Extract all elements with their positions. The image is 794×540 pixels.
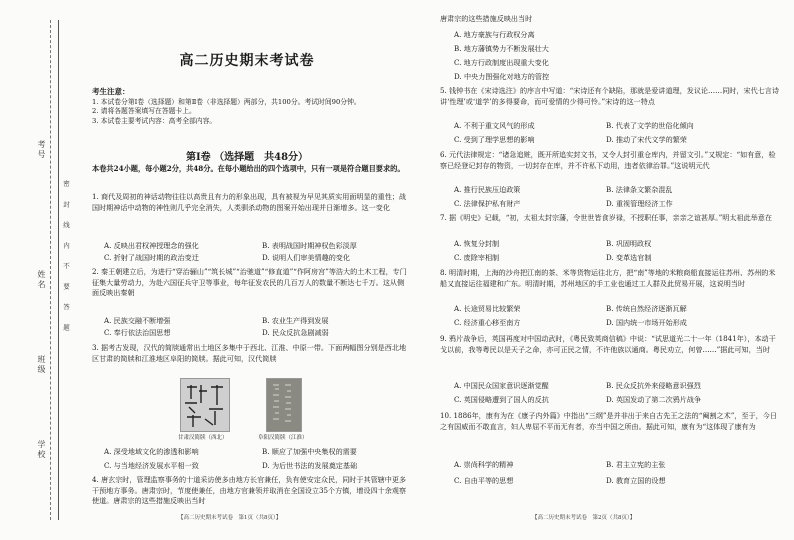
q7-option-a: A. 恢复分封制 xyxy=(454,239,500,248)
binding-line xyxy=(58,20,59,520)
binding-strip xyxy=(0,0,70,540)
section-intro: 本卷共24小题，每小题2分，共48分。在每小题给出的四个选项中，只有一项是符合题目要求的。 xyxy=(92,164,405,173)
q1-option-a: A. 反映出君权神授理念的强化 xyxy=(104,241,199,250)
q10-option-c: C. 自由平等的思想 xyxy=(454,476,514,485)
q1-option-d: D. 说明人们审美情趣的变化 xyxy=(262,253,350,262)
q4-option-a: A. 地方豪族与行政权分离 xyxy=(454,30,535,39)
q5-option-b: B. 代表了文学的世俗化倾向 xyxy=(606,121,694,130)
q7-option-b: B. 巩固明政权 xyxy=(606,239,652,248)
q2-option-c: C. 奉行依法治国思想 xyxy=(104,328,171,337)
q10-option-d: D. 教育立国的设想 xyxy=(606,476,666,485)
section-title: 第Ⅰ卷 （选择题 共48分） xyxy=(185,152,309,163)
q2-option-b: B. 农业生产得到发展 xyxy=(262,316,329,325)
q10-option-a: A. 崇尚科学的精神 xyxy=(454,460,514,469)
q8-option-b: B. 传统自然经济逐渐瓦解 xyxy=(606,304,687,313)
q9-option-b: B. 民众反抗外来侵略意识强烈 xyxy=(606,381,701,390)
q7-option-c: C. 废除宰相制 xyxy=(454,253,500,262)
fuyang-slip-image xyxy=(266,378,302,432)
xingming-label: 姓名 xyxy=(37,270,46,290)
q2-option-d: D. 民众反抗急剧减弱 xyxy=(262,328,329,337)
q5-option-c: C. 受到了理学思想的影响 xyxy=(454,135,535,144)
question-5-stem: 5. 钱钟书在《宋诗选注》的序言中写道：“宋诗还有个缺陷，那就是爱讲道理，发议论……同时，宋代七言诗讲‘性理’或‘道学’的多得要命，而可爱情的少得可怜。”宋诗的这一特点 xyxy=(440,86,779,106)
q3-option-b: B. 顺应了加强中央集权的需要 xyxy=(262,447,357,456)
image-caption-1: 甘肃汉简牍（西北） xyxy=(178,435,228,441)
footer-left: 【高二历史期末考试卷 第1页（共8页）】 xyxy=(178,515,282,521)
q9-option-a: A. 中国民众国家意识逐渐觉醒 xyxy=(454,381,549,390)
q6-option-d: D. 重视管理经济工作 xyxy=(606,199,673,208)
q3-option-c: C. 与当地经济发展水平相一致 xyxy=(104,461,199,470)
notice-item: 1. 本试卷分第Ⅰ卷（选择题）和第Ⅱ卷（非选择题）两部分，共100分。考试时间90分钟。 xyxy=(92,97,361,106)
q7-option-d: D. 变革选官制 xyxy=(606,253,652,262)
q6-option-b: B. 法律条文繁杂混乱 xyxy=(606,185,673,194)
notice-block xyxy=(92,87,412,126)
q2-option-a: A. 民族交融不断增强 xyxy=(104,316,171,325)
q10-option-b: B. 君主立宪的主张 xyxy=(606,460,666,469)
bamboo-slip-icon xyxy=(181,379,229,431)
question-4-stem: 4. 唐玄宗时，管理监察事务的十道采访使多由地方长官兼任，负有使安定众民，同时于其管辖中更多干预地方事务。唐肃宗时，节度使兼任，由地方官兼领并取消在全国设立35个方镇，增设四十余观察使道。唐肃宗的这些措施反映出当时 xyxy=(92,475,407,506)
q8-option-d: D. 国内统一市场开始形成 xyxy=(606,318,687,327)
q1-option-b: B. 表明战国时期神权色彩淡厚 xyxy=(262,241,357,250)
question-3-stem: 3. 据考古发现，汉代的简牍通常出土地区多集中于西北、江淮、中原一带。下面两幅图分别是西北地区甘肃的简牍和江淮地区阜阳的简牍。据此可知，汉代简牍 xyxy=(92,343,407,363)
q4-option-b: B. 地方藩镇势力不断发展壮大 xyxy=(454,44,549,53)
question-4-continued: 唐肃宗的这些措施反映出当时 xyxy=(440,14,533,23)
q4-option-d: D. 中央力图强化对地方的管控 xyxy=(454,72,550,81)
seal-warning: 密 封 线 内 不 要 答 题 xyxy=(62,180,70,337)
q8-option-c: C. 经济重心移至南方 xyxy=(454,318,521,327)
exam-title: 高二历史期末考试卷 xyxy=(179,53,315,69)
question-2-stem: 2. 秦王朝建立后，为进行“穿治骊山”“筑长城”“治驰道”“修直道”“作阿房宫”等浩大的土木工程，专门征集大量劳动力，为赴六国征兵守卫等事业，每年征发农民的几百万人的数量不断达七千万。这从侧面反映出秦朝 xyxy=(92,267,407,298)
banji-label: 班级 xyxy=(37,355,46,375)
question-9-stem: 9. 鸦片战争后，英国再度对中国动武时，《粤民致英商信稿》中说：“试思道光二十一年（1841年），本动干戈以前，我等粤民以是天子之命，亦可正民之情，不许他族以通商。粤民劝立，何曾……”据此可知，当时 xyxy=(440,334,776,354)
question-8-stem: 8. 明清时期，上海的沙舟把江南的茶、米等货物运往北方，把“南”等地的米粮商船直接运往苏州、苏州的米船又直接运往福建和广东。明清时期，苏州地区的手工业也通过工人群及此贸易开展，这说明当时 xyxy=(440,268,776,288)
seal-line xyxy=(50,20,51,520)
xuexiao-label: 学校 xyxy=(37,440,46,460)
q9-option-c: C. 英国侵略遭到了国人的反抗 xyxy=(454,395,549,404)
gansu-slip-image xyxy=(180,378,230,432)
footer-right: 【高二历史期末考试卷 第2页（共8页）】 xyxy=(532,515,636,521)
q5-option-d: D. 推动了宋代文学的繁荣 xyxy=(606,135,687,144)
q6-option-a: A. 推行民族压迫政策 xyxy=(454,185,521,194)
q8-option-a: A. 长途贸易比较繁荣 xyxy=(454,304,521,313)
q6-option-c: C. 法律保护私有财产 xyxy=(454,199,521,208)
q5-option-a: A. 不利于重文风气的形成 xyxy=(454,121,535,130)
notice-heading: 考生注意： xyxy=(92,87,130,96)
question-1-stem: 1. 商代及周初的神话动物往往以高贵且有力的形象出现，具有被视为早见其质实用面明显的重性；战国时期神话中动物的神性则几乎完全消失，人类驯杀动物的图案开始出现并日渐增多。这一变化 xyxy=(92,192,407,212)
q1-option-c: C. 折射了战国时期的政治变迁 xyxy=(104,253,199,262)
q3-option-a: A. 深受地域文化的渗透和影响 xyxy=(104,447,199,456)
notice-item: 2. 请将各题答案填写在答题卡上。 xyxy=(92,107,196,116)
q4-option-c: C. 地方行政制度出现重大变化 xyxy=(454,58,549,67)
q3-option-d: D. 为后世书法的发展奠定基础 xyxy=(262,461,358,470)
q9-option-d: D. 英国发动了第二次鸦片战争 xyxy=(606,395,702,404)
image-caption-2: 阜阳汉简牍（江淮） xyxy=(258,435,308,441)
bamboo-slip-icon xyxy=(267,379,301,431)
question-10-stem: 10. 1886年，康有为在《康子内外篇》中指出“三纲”是并非出于来自古先王之法的“阉割之术”，至于，今日之有国威而不敢直言，妇人卑屈不平而无有者，亦当中国之所由。据此可知，康有为“这体现了康有为 xyxy=(440,411,777,431)
question-6-stem: 6. 元代法律规定：“诸急追赃，既开所追实封文书，又令人封引重仓库内，并留文引。”又规定：“如有意，检察已经登记封存的物资，一切封存在库，并不许私下动用，违者依律治罪。”这说明元代 xyxy=(440,150,776,170)
kaohao-label: 考号 xyxy=(37,140,46,160)
question-7-stem: 7. 据《明史》记载，“初，太祖太封宗藩，令世世皆食岁禄，不授职任事，亲亲之谊甚厚。”明太祖此举意在 xyxy=(440,213,772,222)
notice-item: 3. 本试卷主要考试内容：高考全部内容。 xyxy=(92,116,217,125)
